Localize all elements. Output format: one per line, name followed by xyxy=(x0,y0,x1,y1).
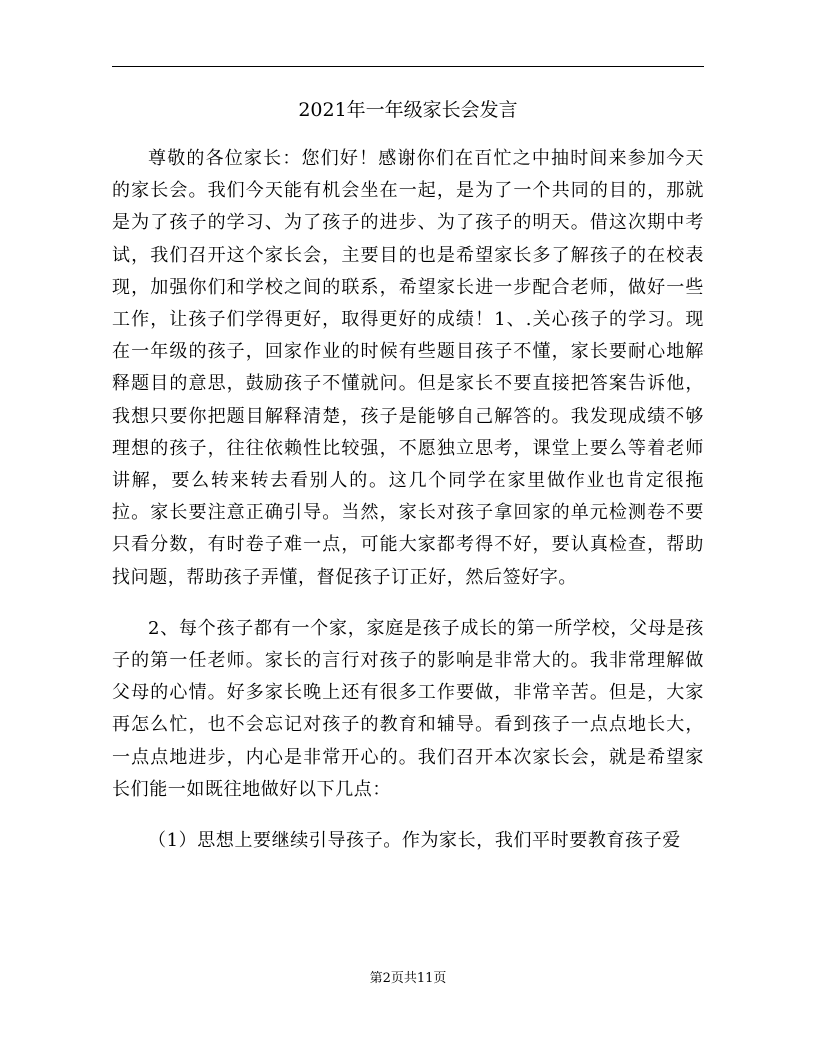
page-number-footer: 第2页共11页 xyxy=(369,971,447,986)
document-body xyxy=(112,143,704,857)
header-rule xyxy=(112,66,704,67)
paragraph-3: （1）思想上要继续引导孩子。作为家长，我们平时要教育孩子爱 xyxy=(148,830,681,852)
paragraph-2: 2、每个孩子都有一个家，家庭是孩子成长的第一所学校，父母是孩子的第一任老师。家长的言行对孩子的影响是非常大的。我非常理解做父母的心情。好多家长晚上还有很多工作要做，非常辛苦。但是，大家再怎么忙，也不会忘记对孩子的教育和辅导。看到孩子一点点地长大，一点点地进步，内心是非常开心的。我们召开本次家长会，就是希望家长们能一如既往地做好以下几点： xyxy=(112,617,704,800)
document-title: 2021年一年级家长会发言 xyxy=(298,99,518,121)
paragraph-1: 尊敬的各位家长：您们好！感谢你们在百忙之中抽时间来参加今天的家长会。我们今天能有机会坐在一起，是为了一个共同的目的，那就是为了孩子的学习、为了孩子的进步、为了孩子的明天。借这次期中考试，我们召开这个家长会，主要目的也是希望家长多了解孩子的在校表现，加强你们和学校之间的联系，希望家长进一步配合老师，做好一些工作，让孩子们学得更好，取得更好的成绩！1、.关心孩子的学习。现在一年级的孩子，回家作业的时候有些题目孩子不懂，家长要耐心地解释题目的意思，鼓励孩子不懂就问。但是家长不要直接把答案告诉他，我想只要你把题目解释清楚，孩子是能够自己解答的。我发现成绩不够理想的孩子，往往依赖性比较强，不愿独立思考，课堂上要么等着老师讲解，要么转来转去看别人的。这几个同学在家里做作业也肯定很拖拉。家长要注意正确引导。当然，家长对孩子拿回家的单元检测卷不要只看分数，有时卷子难一点，可能大家都考得不好，要认真检查，帮助找问题，帮助孩子弄懂，督促孩子订正好，然后签好字。 xyxy=(112,148,704,588)
